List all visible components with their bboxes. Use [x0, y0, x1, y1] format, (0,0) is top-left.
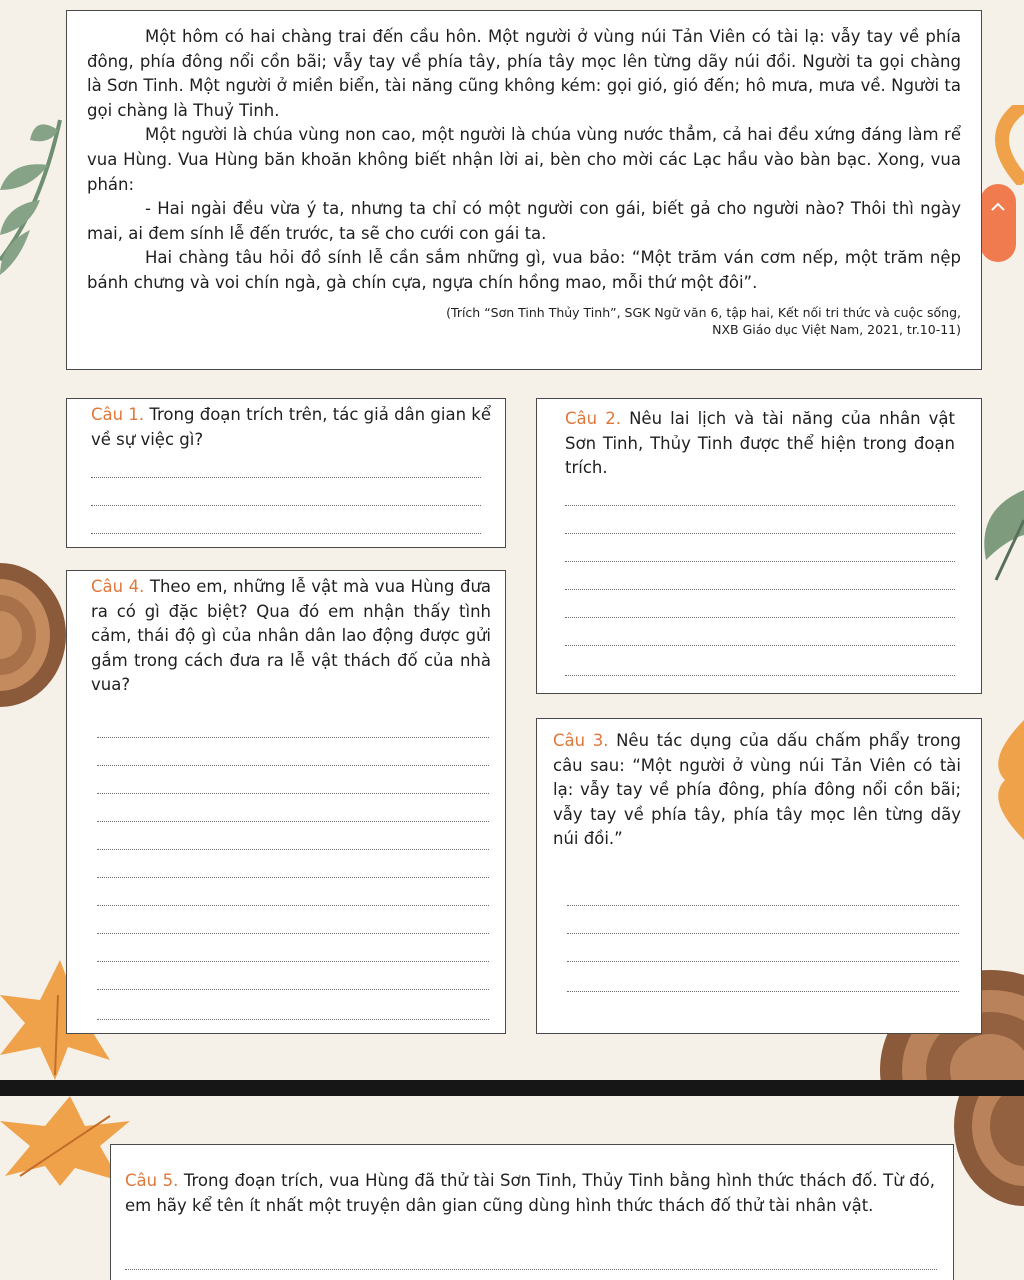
answer-line[interactable] [97, 849, 489, 850]
question-4-text: Theo em, những lễ vật mà vua Hùng đưa ra có gì đặc biệt? Qua đó em nhận thấy tình cảm, thái độ gì của nhân dân lao động được gửi gắm trong cách đưa ra lễ vật thách đố của nhà vua? [91, 577, 492, 694]
question-5-number: Câu 5. [125, 1171, 179, 1190]
question-1 [91, 403, 491, 452]
page-divider [0, 1080, 1024, 1096]
answer-line[interactable] [97, 989, 489, 990]
answer-line[interactable] [97, 961, 489, 962]
question-3-number: Câu 3. [553, 731, 609, 750]
answer-line[interactable] [567, 933, 959, 934]
source-line-2: NXB Giáo dục Việt Nam, 2021, tr.10-11) [712, 321, 961, 337]
question-2 [565, 407, 955, 481]
question-1-number: Câu 1. [91, 405, 145, 424]
answer-line[interactable] [567, 961, 959, 962]
question-2-box [536, 398, 982, 694]
passage-paragraph-3: - Hai ngài đều vừa ý ta, nhưng ta chỉ có một người con gái, biết gả cho người nào? Thôi thì ngày mai, ai đem sính lễ đến trước, ta sẽ cho cưới con gái ta. [87, 199, 961, 243]
source-line-1: (Trích “Sơn Tinh Thủy Tinh”, SGK Ngữ văn 6, tập hai, Kết nối tri thức và cuộc sống, [446, 304, 961, 320]
question-5-box [110, 1144, 954, 1280]
wood-slice-right-icon [950, 1096, 1024, 1206]
answer-line[interactable] [567, 991, 959, 992]
answer-line[interactable] [97, 737, 489, 738]
passage-paragraph-4: Hai chàng tâu hỏi đồ sính lễ cần sắm những gì, vua bảo: “Một trăm ván cơm nếp, một trăm nệp bánh chưng và voi chín ngà, gà chín cựa, ngựa chín hồng mao, mỗi thứ một đôi”. [87, 248, 961, 292]
question-2-number: Câu 2. [565, 409, 621, 428]
answer-line[interactable] [91, 505, 481, 506]
answer-line[interactable] [565, 617, 955, 618]
answer-line[interactable] [91, 477, 481, 478]
reading-passage [66, 10, 982, 370]
answer-line[interactable] [97, 765, 489, 766]
question-2-text: Nêu lai lịch và tài năng của nhân vật Sơn Tinh, Thủy Tinh được thể hiện trong đoạn trích. [565, 409, 956, 477]
answer-line[interactable] [565, 561, 955, 562]
worksheet-page-2 [0, 1096, 1024, 1280]
answer-line[interactable] [565, 645, 955, 646]
orange-pill-icon [978, 182, 1018, 264]
answer-line[interactable] [97, 1019, 489, 1020]
answer-line[interactable] [97, 793, 489, 794]
passage-source [87, 304, 961, 338]
leaf-green-icon [976, 480, 1024, 590]
answer-line[interactable] [565, 505, 955, 506]
passage-paragraph-1: Một hôm có hai chàng trai đến cầu hôn. Một người ở vùng núi Tản Viên có tài lạ: vẫy tay về phía đông, phía đông nổi cồn bãi; vẫy tay về phía tây, phía tây mọc lên từng dãy núi đồi. Người ta gọi chàng là Sơn Tinh. Một người ở miền biển, tài năng cũng không kém: gọi gió, gió đến; hô mưa, mưa về. Người ta gọi chàng là Thuỷ Tinh. [87, 27, 961, 120]
question-3 [553, 729, 961, 852]
answer-line[interactable] [567, 905, 959, 906]
question-4-box [66, 570, 506, 1034]
question-4 [91, 575, 491, 698]
answer-line[interactable] [97, 933, 489, 934]
question-4-number: Câu 4. [91, 577, 145, 596]
answer-line[interactable] [97, 905, 489, 906]
question-5-text: Trong đoạn trích, vua Hùng đã thử tài Sơn Tinh, Thủy Tinh bằng hình thức thách đố. Từ đó, em hãy kể tên ít nhất một truyện dân gian cũng dùng hình thức thách đố thử tài nhân vật. [125, 1171, 935, 1215]
answer-line[interactable] [97, 877, 489, 878]
answer-line[interactable] [565, 533, 955, 534]
question-1-text: Trong đoạn trích trên, tác giả dân gian kể về sự việc gì? [91, 405, 491, 449]
answer-line[interactable] [565, 675, 955, 676]
question-5 [125, 1169, 935, 1218]
answer-line[interactable] [565, 589, 955, 590]
question-1-box [66, 398, 506, 548]
wood-slice-left-icon [0, 560, 70, 710]
answer-line[interactable] [91, 533, 481, 534]
answer-line[interactable] [97, 821, 489, 822]
question-3-text: Nêu tác dụng của dấu chấm phẩy trong câu sau: “Một người ở vùng núi Tản Viên có tài lạ: vẫy tay về phía đông, phía đông nổi cồn bãi; vẫy tay về phía tây, phía tây mọc lên từng dãy núi đồi.” [553, 731, 961, 848]
orange-leaf-small-icon [985, 720, 1024, 840]
passage-paragraph-2: Một người là chúa vùng non cao, một người là chúa vùng nước thẳm, cả hai đều xứng đáng làm rể vua Hùng. Vua Hùng băn khoăn không biết nhận lời ai, bèn cho mời các Lạc hầu vào bàn bạc. Xong, vua phán: [87, 125, 961, 194]
orange-arc-icon [980, 105, 1024, 185]
answer-line[interactable] [125, 1269, 937, 1270]
question-3-box [536, 718, 982, 1034]
